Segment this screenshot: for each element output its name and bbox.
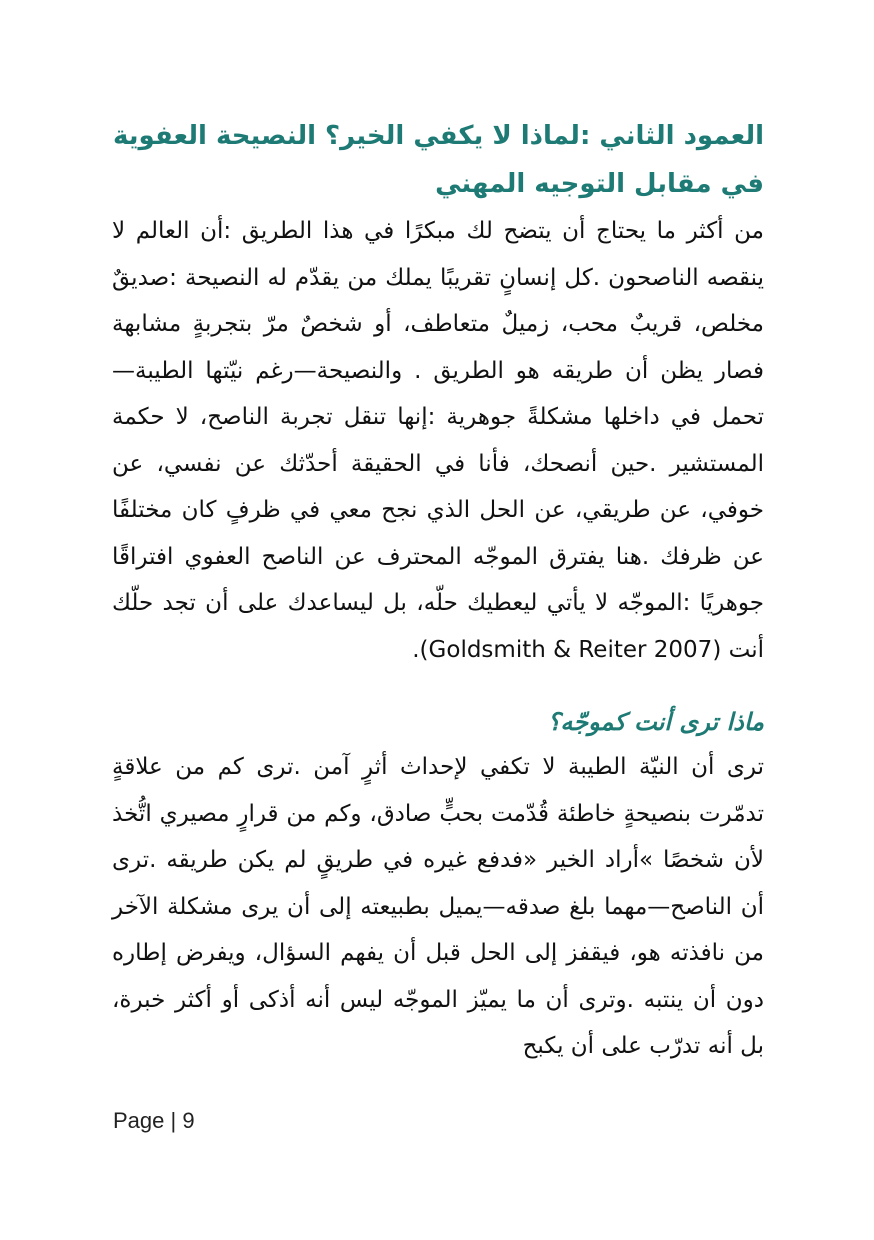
section-heading: العمود الثاني :لماذا لا يكفي الخير؟ النصيحة العفوية في مقابل التوجيه المهني: [113, 121, 764, 199]
section-subheading: ماذا ترى أنت كموجّه؟: [547, 708, 764, 736]
body-paragraph-1: من أكثر ما يحتاج أن يتضح لك مبكرًا في هذا الطريق :أن العالم لا ينقصه الناصحون .كل إنسانٍ تقريبًا يملك من يقدّم له النصيحة :صديقٌ مخلص، قريبٌ محب، زميلٌ متعاطف، أو شخصٌ مرّ بتجربةٍ مشابهة فصار يظن أن طريقه هو الطريق . والنصيحة—رغم نيّتها الطيبة—تحمل في داخلها مشكلةً جوهرية :إنها تنقل تجربة الناصح، لا حكمة المستشير .حين أنصحك، فأنا في الحقيقة أحدّثك عن نفسي، عن خوفي، عن طريقي، عن الحل الذي نجح معي في ظرفٍ كان مختلفًا عن ظرفك .هنا يفترق الموجّه المحترف عن الناصح العفوي افتراقًا جوهريًا :الموجّه لا يأتي ليعطيك حلّه، بل ليساعدك على أن تجد حلّك أنت (Goldsmith & Reiter 2007).: [112, 218, 764, 663]
body-paragraph-2: ترى أن النيّة الطيبة لا تكفي لإحداث أثرٍ آمن .ترى كم من علاقةٍ تدمّرت بنصيحةٍ خاطئة قُدّمت بحبٍّ صادق، وكم من قرارٍ مصيري اتُّخذ لأن شخصًا »أراد الخير «فدفع غيره في طريقٍ لم يكن طريقه .ترى أن الناصح—مهما بلغ صدقه—يميل بطبيعته إلى أن يرى مشكلة الآخر من نافذته هو، فيقفز إلى الحل قبل أن يفهم السؤال، ويفرض إطاره دون أن ينتبه .وترى أن ما يميّز الموجّه ليس أنه أذكى أو أكثر خبرة، بل أنه تدرّب على أن يكبح: [112, 754, 764, 1059]
page-number: Page | 9: [113, 1108, 195, 1133]
